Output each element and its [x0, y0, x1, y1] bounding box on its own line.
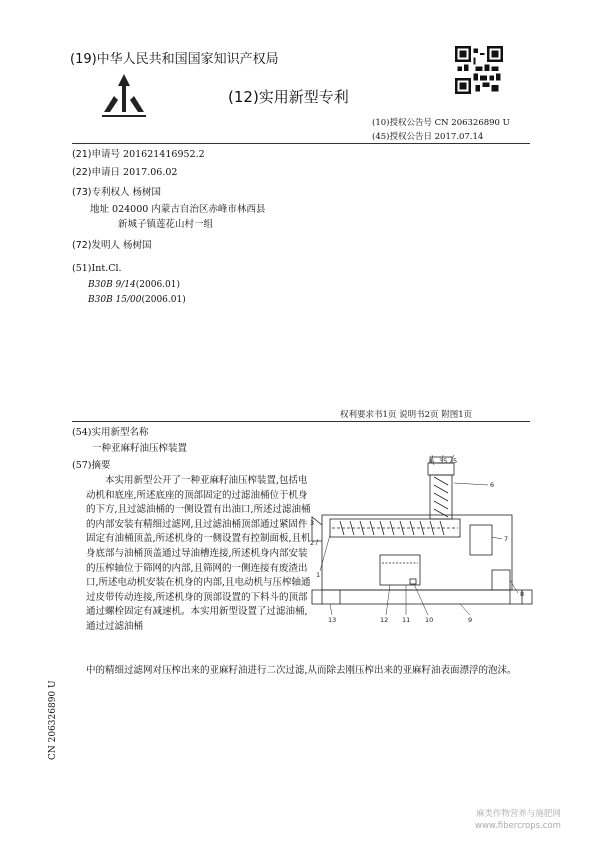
patentee-label: (73)专利权人 — [72, 187, 130, 198]
ipc-code: B30B 15/00(2006.01) — [88, 295, 186, 305]
fig-label-11: 11 — [402, 616, 411, 624]
watermark — [475, 808, 561, 832]
office-logo-icon — [100, 72, 148, 118]
fig-label-9: 9 — [468, 616, 473, 624]
watermark-line2: www.fibercrops.com — [475, 821, 561, 831]
oil-filter-drum — [380, 555, 420, 585]
application-number-row — [72, 148, 205, 162]
divider — [72, 421, 530, 422]
fig-label-5: 5 — [453, 457, 458, 465]
filing-date-label: (22)申请日 — [72, 167, 121, 178]
control-panel — [470, 525, 492, 555]
fig-label-13: 13 — [328, 616, 337, 624]
fig-label-4: 4 — [429, 457, 434, 465]
address-line2: 新城子镇莲花山村一组 — [118, 219, 214, 230]
inventor: 杨树国 — [123, 240, 152, 251]
inventor-label: (72)发明人 — [72, 240, 121, 251]
fig-label-3: 3 — [310, 519, 315, 527]
publication-date: (45)授权公告日 2017.07.14 — [372, 132, 484, 142]
address-line1: 024000 内蒙古自治区赤峰市林西县 — [112, 204, 266, 215]
fig-label-2: 2 — [310, 539, 315, 547]
address-row — [90, 203, 265, 217]
abstract-label: (57)摘要 — [72, 460, 111, 471]
publication-number: (10)授权公告号 CN 206326890 U — [372, 118, 510, 128]
fig-label-12: 12 — [380, 616, 389, 624]
utility-model-title: 一种亚麻籽油压榨装置 — [92, 443, 188, 454]
patent-kind: (12)实用新型专利 — [228, 88, 349, 106]
watermark-line1: 麻类作物营养与施肥网 — [475, 809, 561, 819]
fig-label-1: 1 — [316, 571, 321, 579]
page-info: 权利要求书1页 说明书2页 附图1页 — [340, 410, 473, 420]
fig-label-6: 6 — [490, 481, 495, 489]
address-label: 地址 — [90, 204, 110, 215]
ipc-code: B30B 9/14(2006.01) — [88, 280, 181, 290]
inventor-row — [72, 239, 152, 253]
filing-date-row — [72, 166, 177, 180]
filing-date: 2017.06.02 — [123, 167, 178, 178]
motor — [492, 570, 510, 590]
abstract-text: 本实用新型公开了一种亚麻籽油压榨装置,包括电动机和底座,所述底座的顶部固定的过滤油桶位于机身的下方,且过滤油桶的一侧设置有出油口,所述过滤油桶的内部安装有精细过滤网,且过滤油桶顶部通过紧固件固定有油桶顶盖,所述机身的一侧设置有控制面板,且机身底部与油桶顶盖通过导油槽连接,所述机身内部安装的压榨轴位于筛网的内部,且筛网的一侧连接有废渣出口,所述电动机安装在机身的内部,且电动机与压榨轴通过皮带传动连接,所述机身的顶部设置的下料斗的顶部通过螺栓固定有减速机。本实用新型设置了过滤油桶,通过过滤油桶 — [86, 475, 311, 632]
divider — [72, 143, 530, 144]
abstract-text-continued: 中的精细过滤网对压榨出来的亚麻籽油进行二次过滤,从而除去刚压榨出来的亚麻籽油表面漂浮的泡沫。 — [86, 665, 517, 676]
application-number-label: (21)申请号 — [72, 149, 121, 160]
fig-label-7: 7 — [504, 535, 509, 543]
patentee: 杨树国 — [132, 187, 162, 198]
fig-label-35: 35 — [439, 457, 448, 465]
office-name: (19)中华人民共和国国家知识产权局 — [70, 52, 279, 67]
side-patent-id: CN 206326890 U — [48, 680, 58, 760]
machine-body — [322, 515, 512, 590]
fig-label-10: 10 — [425, 616, 434, 624]
patentee-row — [72, 186, 161, 200]
intcl-label: (51)Int.Cl. — [72, 263, 122, 274]
qr-code-icon — [455, 46, 503, 94]
title-label: (54)实用新型名称 — [72, 427, 149, 438]
fig-label-8: 8 — [520, 590, 525, 598]
application-number: 201621416952.2 — [123, 149, 205, 160]
patent-figure — [310, 455, 535, 630]
